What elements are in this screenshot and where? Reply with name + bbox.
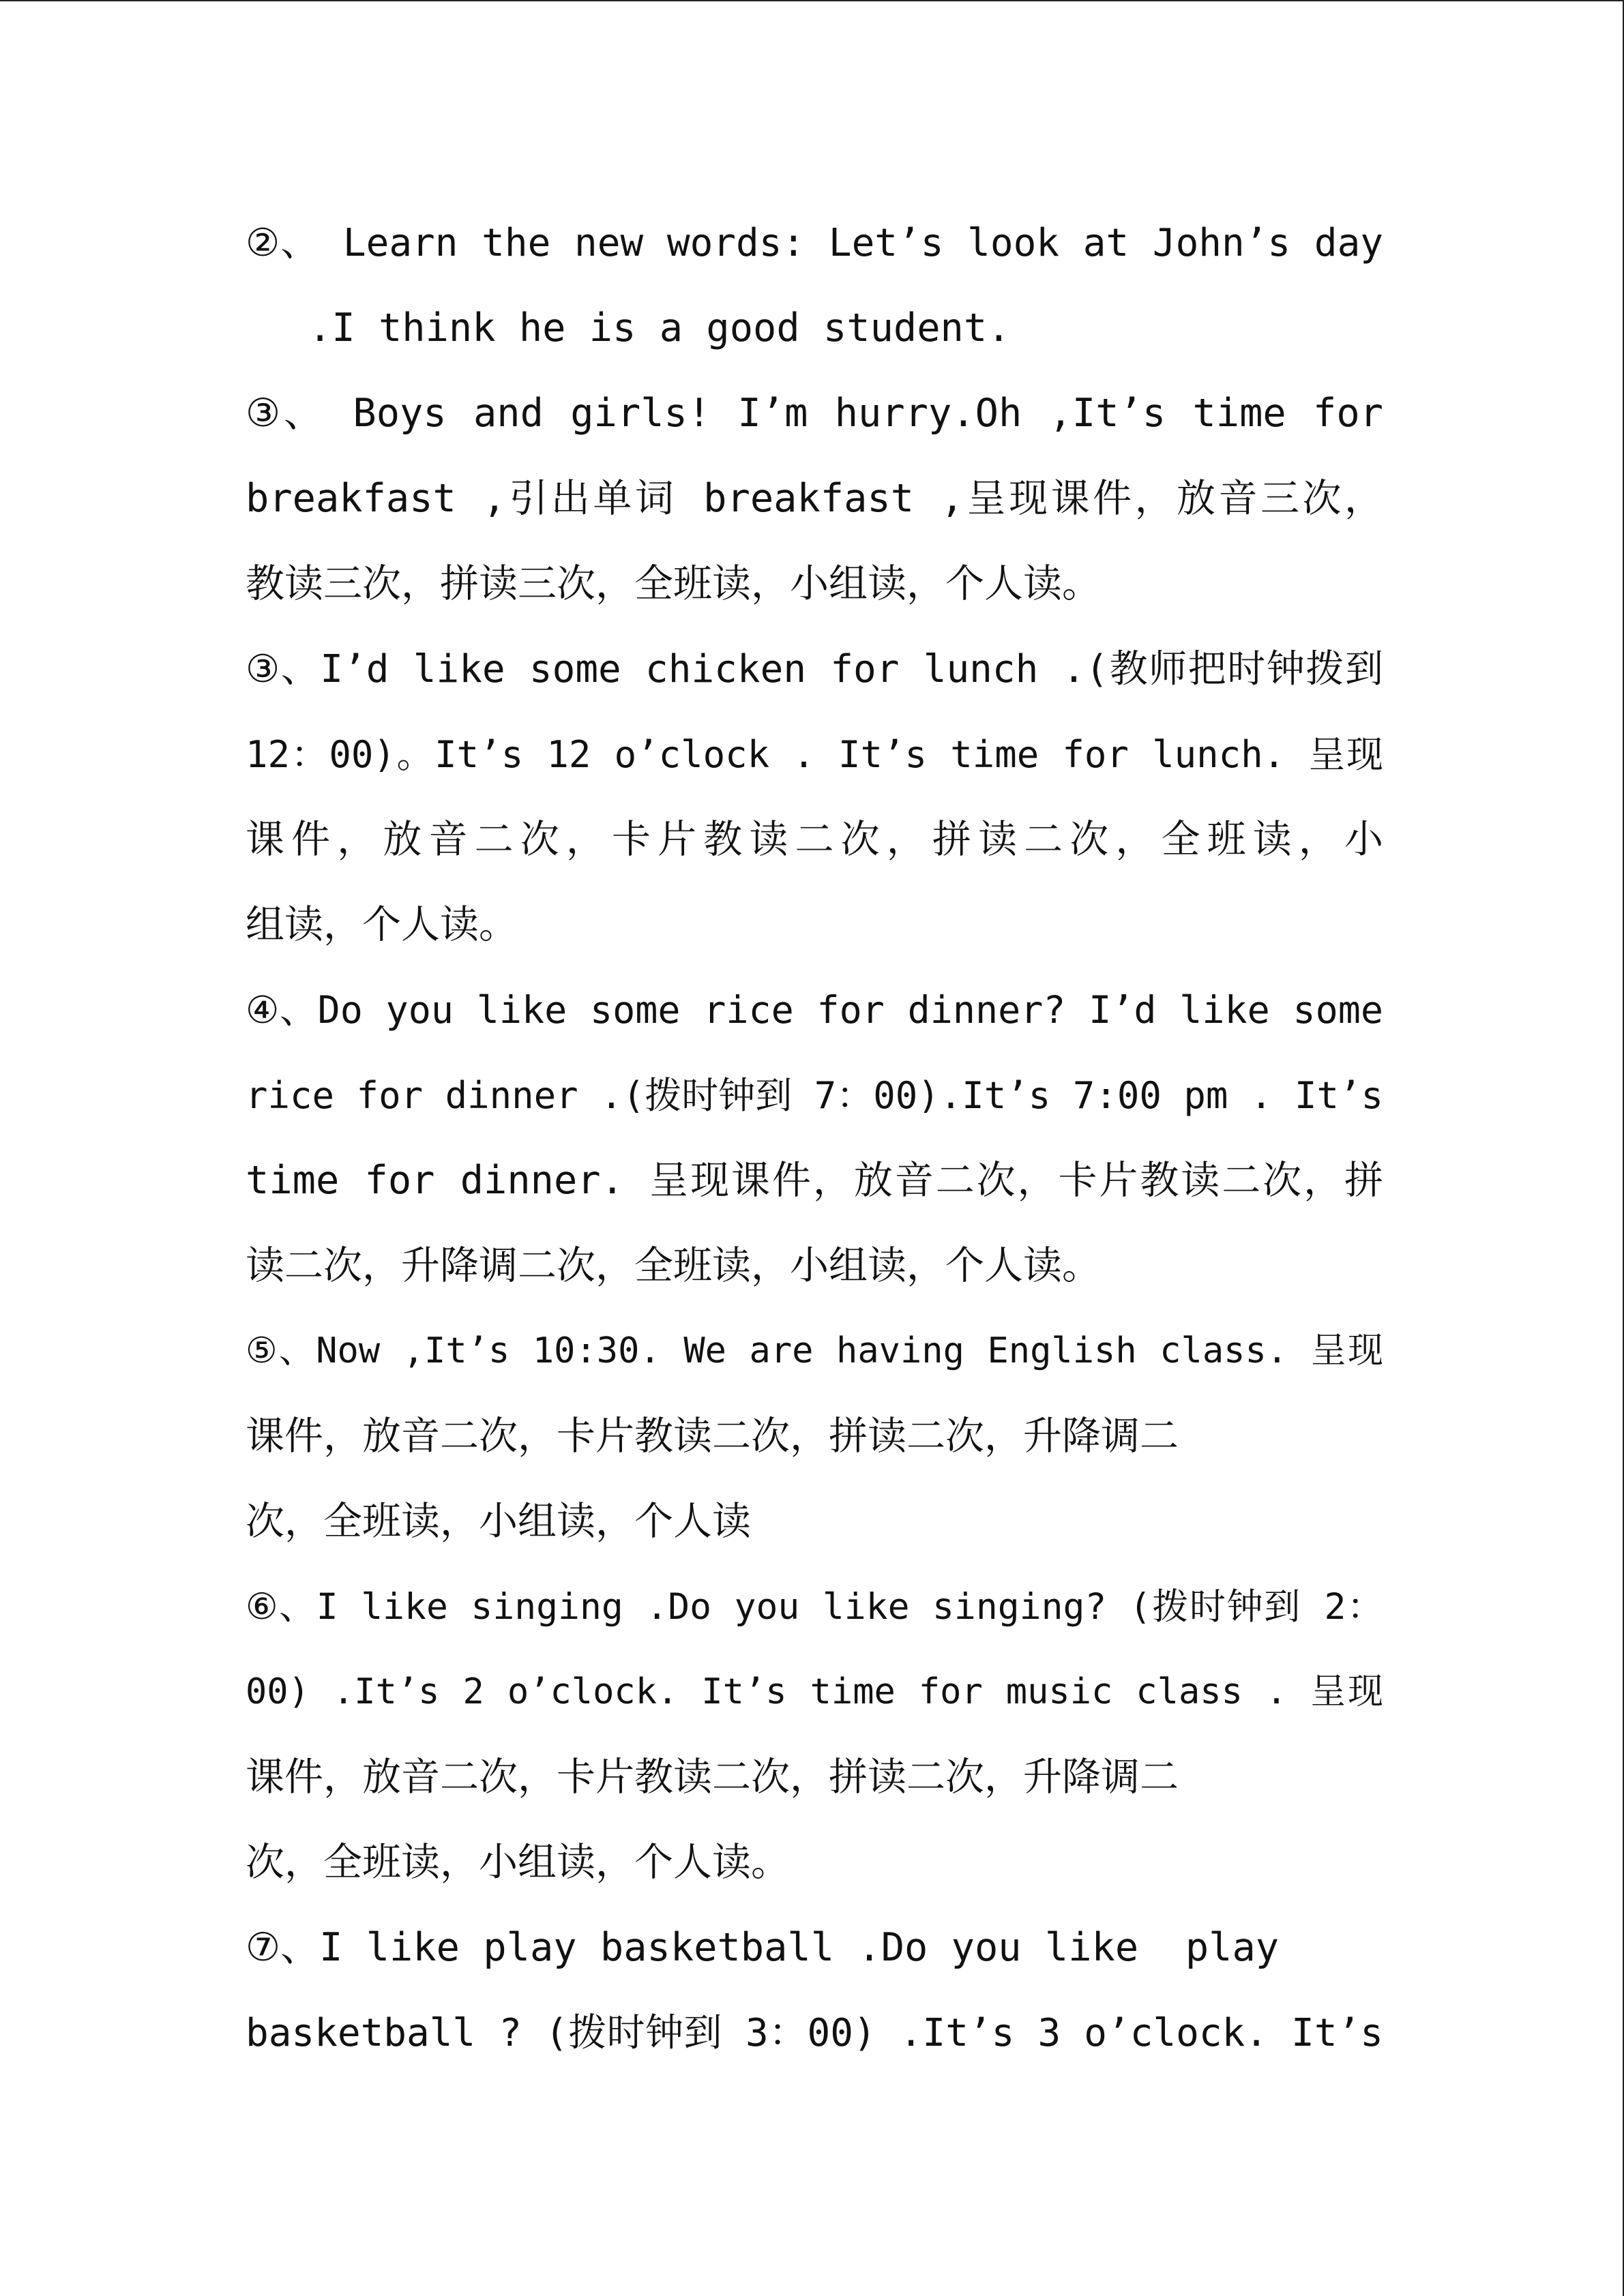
text-line: time for dinner. 呈现课件，放音二次，卡片教读二次，拼 — [246, 1158, 1383, 1203]
text-line: 教读三次，拼读三次，全班读，小组读，个人读。 — [246, 561, 1101, 606]
text-line: 12：00)。It’s 12 o’clock . It’s time for lunch. 呈现 — [246, 733, 1383, 776]
text-line: ②、 Learn the new words: Let’s look at John’s day — [246, 221, 1383, 265]
text-line: breakfast ,引出单词 breakfast ,呈现课件，放音三次， — [246, 476, 1383, 521]
text-line: 00) .It’s 2 o’clock. It’s time for music class . 呈现 — [246, 1671, 1383, 1712]
text-line: .I think he is a good student. — [308, 305, 1011, 351]
text-line: 次，全班读，小组读，个人读 — [246, 1499, 751, 1544]
text-line: ③、 Boys and girls! I’m hurry.Oh ,It’s time for — [246, 391, 1383, 436]
text-line: basketball ? (拨时钟到 3：00) .It’s 3 o’clock. It’s — [246, 2011, 1383, 2055]
document-body — [246, 200, 1383, 2076]
text-line: rice for dinner .(拨时钟到 7：00).It’s 7:00 pm . It’s — [246, 1074, 1383, 1117]
text-line: ⑦、I like play basketball .Do you like play — [246, 1925, 1280, 1970]
text-line: 课件，放音二次，卡片教读二次，拼读二次，全班读，小 — [246, 817, 1383, 862]
text-line: 组读，个人读。 — [246, 902, 518, 947]
text-line: ③、I’d like some chicken for lunch .(教师把时钟拨到 — [246, 647, 1383, 691]
text-line: 课件，放音二次，卡片教读二次，拼读二次，升降调二 — [246, 1755, 1179, 1800]
text-line: ⑤、Now ,It’s 10:30. We are having English class. 呈现 — [246, 1330, 1383, 1371]
text-line: 课件，放音二次，卡片教读二次，拼读二次，升降调二 — [246, 1414, 1179, 1459]
text-line: ⑥、I like singing .Do you like singing? (拨时钟到 2： — [246, 1586, 1383, 1628]
text-line: 次，全班读，小组读，个人读。 — [246, 1840, 790, 1885]
text-line: 读二次，升降调二次，全班读，小组读，个人读。 — [246, 1243, 1101, 1288]
text-line: ④、Do you like some rice for dinner? I’d like some — [246, 988, 1383, 1032]
